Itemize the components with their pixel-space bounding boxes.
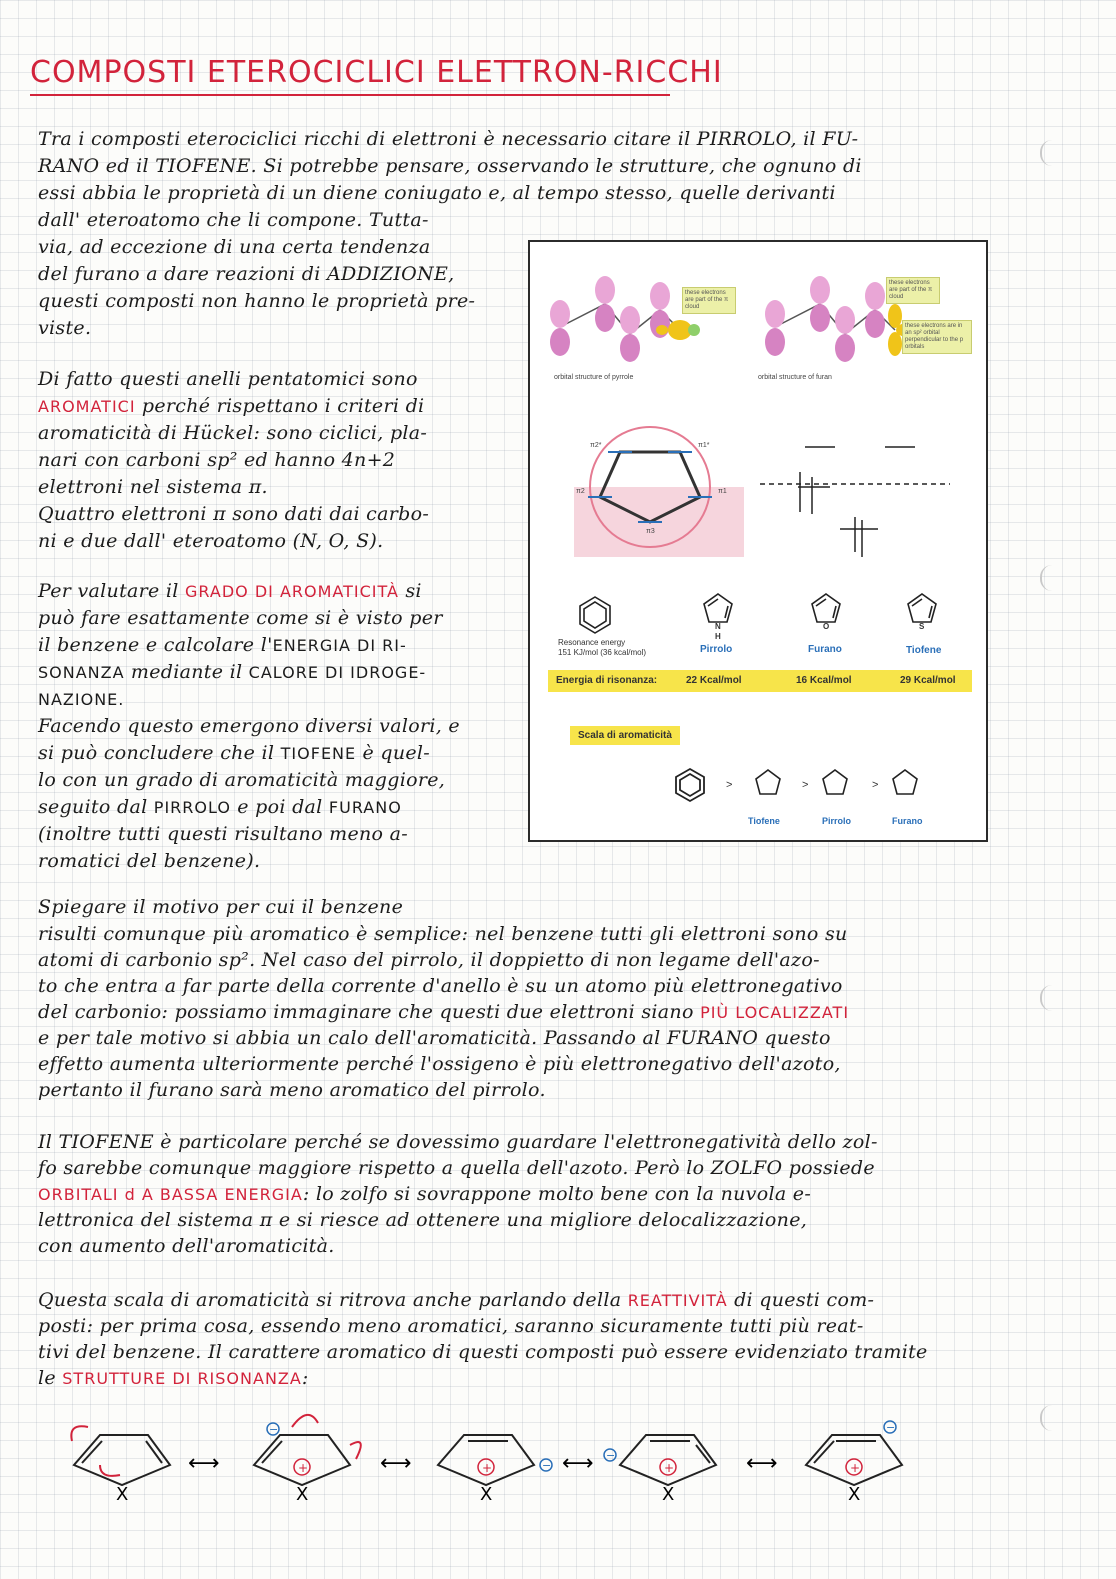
text-line: nari con carboni sp² ed hanno 4n+2 xyxy=(38,449,396,471)
text-line: pertanto il furano sarà meno aromatico del pirrolo. xyxy=(38,1079,546,1101)
orbital-level-diagram xyxy=(760,447,950,557)
atom-label: S xyxy=(919,622,925,631)
pyrrole-structure xyxy=(704,594,732,622)
energy-thiophene: 29 Kcal/mol xyxy=(900,675,956,686)
note-pi-cloud-pyrrole: these electrons are part of the π cloud xyxy=(682,287,736,314)
text-line: posti: per prima cosa, essendo meno aromatici, saranno sicuramente tutti più reat- xyxy=(38,1315,864,1337)
keyword-strutture-risonanza: STRUTTURE DI RISONANZA xyxy=(62,1369,302,1388)
label-pi2: π2 xyxy=(576,488,585,495)
text-fragment: : xyxy=(301,1367,309,1389)
text-fragment: mediante il xyxy=(130,661,243,683)
furan-structure xyxy=(812,594,840,622)
text-line: RANO ed il TIOFENE. Si potrebbe pensare, osservando le strutture, che ognuno di xyxy=(38,155,862,177)
text-fragment: : lo zolfo si sovrappone molto bene con la nuvola e- xyxy=(302,1183,812,1205)
text-fragment: perché rispettano i criteri di xyxy=(141,395,425,417)
keyword-grado: GRADO DI AROMATICITÀ xyxy=(185,582,399,601)
text-line: lettronica del sistema π e si riesce ad ottenere una migliore delocalizzazione, xyxy=(38,1209,808,1231)
text-fragment: le xyxy=(38,1367,56,1389)
atom-label: N xyxy=(715,622,721,631)
note-pi-cloud-furan: these electrons are part of the π cloud xyxy=(886,277,940,304)
text-line: viste. xyxy=(38,317,92,339)
text-line xyxy=(38,1365,309,1392)
keyword-orbitali-d: ORBITALI d A BASSA ENERGIA xyxy=(38,1185,303,1204)
binder-hole xyxy=(1040,565,1052,591)
keyword-reattivita: REATTIVITÀ xyxy=(627,1291,728,1310)
text-fragment: di questi com- xyxy=(734,1289,875,1311)
resonance-energy-label xyxy=(558,638,646,658)
resonance-energy-line: Resonance energy xyxy=(558,638,626,647)
resonance-arrow: ⟷ xyxy=(380,1451,412,1476)
resonance-arrow: ⟷ xyxy=(188,1451,220,1476)
text-line xyxy=(38,999,849,1026)
resonance-arrow: ⟷ xyxy=(746,1451,778,1476)
text-line: to che entra a far parte della corrente d'anello è su un atomo più elettronegativo xyxy=(38,975,843,997)
text-line xyxy=(38,578,422,605)
text-line: effetto aumenta ulteriormente perché l'ossigeno è più elettronegativo dell'azoto, xyxy=(38,1053,841,1075)
text-line: può fare esattamente come si è visto per xyxy=(38,607,443,629)
binder-hole xyxy=(1040,1405,1052,1431)
text-line: romatici del benzene). xyxy=(38,850,261,872)
text-line: e per tale motivo si abbia un calo dell'aromaticità. Passando al FURANO questo xyxy=(38,1027,831,1049)
resonance-arrow: ⟷ xyxy=(562,1451,594,1476)
scale-furan xyxy=(893,770,917,794)
binder-hole xyxy=(1040,140,1052,166)
scale-thiophene xyxy=(756,770,780,794)
label-pi2-star: π2* xyxy=(590,442,602,449)
text-fragment: è quel- xyxy=(362,742,431,764)
text-line: Spiegare il motivo per cui il benzene xyxy=(38,896,404,918)
pyrrole-orbital-diagram xyxy=(550,276,700,362)
negative-charge: − xyxy=(886,1421,896,1434)
text-line: fo sarebbe comunque maggiore rispetto a quella dell'azoto. Però lo ZOLFO possiede xyxy=(38,1157,875,1179)
scale-label-thiophene: Tiofene xyxy=(748,816,780,826)
text-line xyxy=(38,686,124,713)
caption-furan-orbital: orbital structure of furan xyxy=(758,374,832,381)
scale-pyrrole xyxy=(823,770,847,794)
greater-than: > xyxy=(726,779,733,791)
text-line: (inoltre tutti questi risultano meno a- xyxy=(38,823,408,845)
text-line xyxy=(38,659,426,686)
negative-charge: − xyxy=(269,1423,279,1436)
text-line: del furano a dare reazioni di ADDIZIONE, xyxy=(38,263,455,285)
figure-panel xyxy=(528,240,988,842)
hetero-atom-x: X xyxy=(480,1484,493,1505)
resonance-structures xyxy=(50,1405,950,1515)
text-fragment: Questa scala di aromaticità si ritrova anche parlando della xyxy=(38,1289,622,1311)
text-line: ni e due dall' eteroatomo (N, O, S). xyxy=(38,530,384,552)
text-fragment: NAZIONE. xyxy=(38,690,125,709)
keyword-aromatici: AROMATICI xyxy=(38,397,136,416)
benzene-structure xyxy=(580,597,610,633)
text-line: Il TIOFENE è particolare perché se dovessimo guardare l'elettronegatività dello zol- xyxy=(38,1131,878,1153)
text-fragment: il benzene e calcolare l' xyxy=(38,634,273,656)
hetero-atom-x: X xyxy=(848,1484,861,1505)
text-fragment: Per valutare il xyxy=(38,580,179,602)
negative-charge: − xyxy=(542,1459,552,1472)
text-line: risulti comunque più aromatico è semplice: nel benzene tutti gli elettroni sono su xyxy=(38,923,848,945)
text-line: essi abbia le proprietà di un diene coniugato e, al tempo stesso, quelle derivanti xyxy=(38,182,836,204)
positive-charge: + xyxy=(664,1461,675,1475)
title-underline xyxy=(30,94,670,96)
positive-charge: + xyxy=(482,1461,493,1475)
text-line: elettroni nel sistema π. xyxy=(38,476,268,498)
page-title: COMPOSTI ETEROCICLICI ELETTRON-RICCHI xyxy=(30,55,723,90)
label-pi1-star: π1* xyxy=(698,442,710,449)
label-pi1: π1 xyxy=(718,488,727,495)
text-line xyxy=(38,632,407,659)
text-line: aromaticità di Hückel: sono ciclici, pla- xyxy=(38,422,428,444)
text-line: Di fatto questi anelli pentatomici sono xyxy=(38,368,418,390)
note-sp2-orbital: these electrons are in an sp² orbital perpendicular to the p orbitals xyxy=(902,320,972,354)
energy-label: Energia di risonanza: xyxy=(556,675,658,686)
hetero-atom-x: X xyxy=(296,1484,309,1505)
text-line xyxy=(38,1181,811,1208)
atom-label: O xyxy=(823,622,830,631)
text-fragment: ENERGIA DI RI- xyxy=(272,636,407,655)
resonance-structure-5 xyxy=(806,1435,902,1485)
thiophene-structure xyxy=(908,594,936,622)
text-fragment: e poi dal xyxy=(237,796,323,818)
energy-furan: 16 Kcal/mol xyxy=(796,675,852,686)
hetero-atom-x: X xyxy=(116,1484,129,1505)
text-line: questi composti non hanno le proprietà pre- xyxy=(38,290,476,312)
text-line xyxy=(38,1287,874,1314)
text-line: via, ad eccezione di una certa tendenza xyxy=(38,236,431,258)
label-pi3: π3 xyxy=(646,528,655,535)
label-thiophene: Tiofene xyxy=(906,645,942,656)
greater-than: > xyxy=(802,779,809,791)
aromaticity-scale-label: Scala di aromaticità xyxy=(570,726,680,745)
keyword-localizzati: PIÙ LOCALIZZATI xyxy=(700,1003,850,1022)
text-fragment: FURANO xyxy=(328,798,402,817)
text-line: lo con un grado di aromaticità maggiore, xyxy=(38,769,446,791)
scale-label-pyrrole: Pirrolo xyxy=(822,816,852,826)
binder-hole xyxy=(1040,985,1052,1011)
text-line: Facendo questo emergono diversi valori, e xyxy=(38,715,460,737)
negative-charge: − xyxy=(606,1449,616,1462)
greater-than: > xyxy=(872,779,879,791)
text-line xyxy=(38,794,402,821)
text-line: atomi di carbonio sp². Nel caso del pirrolo, il doppietto di non legame dell'azo- xyxy=(38,949,820,971)
positive-charge: + xyxy=(850,1461,861,1475)
text-fragment: del carbonio: possiamo immaginare che questi due elettroni siano xyxy=(38,1001,694,1023)
text-fragment: PIRROLO xyxy=(153,798,231,817)
scale-label-furan: Furano xyxy=(892,816,923,826)
text-fragment: TIOFENE xyxy=(280,744,357,763)
resonance-structure-3 xyxy=(438,1435,534,1485)
text-line: Quattro elettroni π sono dati dai carbo- xyxy=(38,503,430,525)
text-line: tivi del benzene. Il carattere aromatico di questi composti può essere evidenziato tramite xyxy=(38,1341,928,1363)
text-line: con aumento dell'aromaticità. xyxy=(38,1235,335,1257)
scale-benzene xyxy=(676,769,704,801)
label-pyrrole: Pirrolo xyxy=(700,644,733,655)
resonance-energy-value: 151 KJ/mol (36 kcal/mol) xyxy=(558,648,647,657)
text-line xyxy=(38,393,424,420)
text-fragment: si può concludere che il xyxy=(38,742,275,764)
resonance-structure-4 xyxy=(620,1435,716,1485)
positive-charge: + xyxy=(298,1461,309,1475)
text-fragment: si xyxy=(405,580,422,602)
label-furan: Furano xyxy=(808,644,842,655)
resonance-energy-bar xyxy=(548,670,972,692)
text-line: dall' eteroatomo che li compone. Tutta- xyxy=(38,209,429,231)
text-line: Tra i composti eterociclici ricchi di elettroni è necessario citare il PIRROLO, il FU- xyxy=(38,128,859,150)
caption-pyrrole-orbital: orbital structure of pyrrole xyxy=(554,374,634,381)
energy-pyrrole: 22 Kcal/mol xyxy=(686,675,742,686)
text-fragment: seguito dal xyxy=(38,796,148,818)
atom-label: H xyxy=(715,632,721,641)
text-fragment: CALORE DI IDROGE- xyxy=(248,663,427,682)
resonance-structure-1 xyxy=(71,1426,170,1485)
text-fragment: SONANZA xyxy=(38,663,125,682)
hetero-atom-x: X xyxy=(662,1484,675,1505)
text-line xyxy=(38,740,430,767)
